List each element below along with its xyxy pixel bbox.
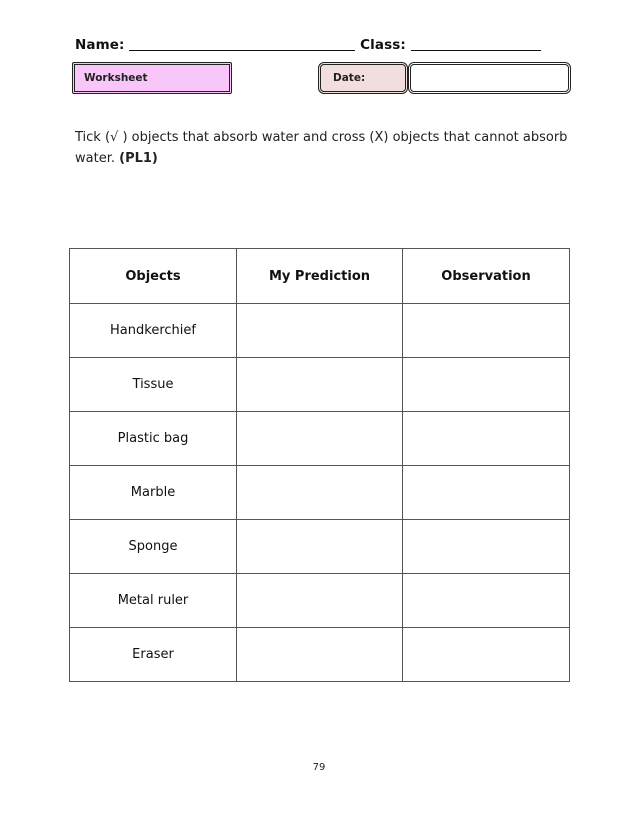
object-cell: Marble [70,466,237,520]
table-row [70,412,570,466]
object-cell: Metal ruler [70,574,237,628]
page-number: 79 [312,762,326,773]
observation-cell[interactable] [403,304,570,358]
prediction-cell[interactable] [237,304,403,358]
table-row [70,358,570,412]
instruction-level: (PL1) [119,151,158,166]
table-row [70,466,570,520]
prediction-cell[interactable] [237,466,403,520]
table-row [70,628,570,682]
observation-cell[interactable] [403,520,570,574]
observation-cell[interactable] [403,466,570,520]
class-field[interactable] [411,36,541,51]
prediction-cell[interactable] [237,628,403,682]
prediction-cell[interactable] [237,574,403,628]
prediction-cell[interactable] [237,358,403,412]
header-objects: Objects [70,249,237,304]
name-field[interactable] [129,36,355,51]
observation-cell[interactable] [403,628,570,682]
observation-cell[interactable] [403,358,570,412]
name-label: Name: [75,37,125,53]
instruction-text: Tick (√ ) objects that absorb water and cross (X) objects that cannot absorb water. [75,130,568,166]
worksheet-box [72,62,232,94]
prediction-cell[interactable] [237,412,403,466]
date-label-box [318,62,408,94]
header-observation: Observation [403,249,570,304]
worksheet-label: Worksheet [84,72,148,84]
object-cell: Sponge [70,520,237,574]
instruction [75,127,575,169]
table-row [70,304,570,358]
object-cell: Handkerchief [70,304,237,358]
table-header-row [70,249,570,304]
observation-cell[interactable] [403,574,570,628]
header-my-prediction: My Prediction [237,249,403,304]
class-label: Class: [360,37,406,53]
object-cell: Tissue [70,358,237,412]
table-row [70,574,570,628]
table-row [70,520,570,574]
header-line [75,36,541,53]
object-cell: Eraser [70,628,237,682]
absorption-table [69,248,570,682]
prediction-cell[interactable] [237,520,403,574]
date-field[interactable] [408,62,571,94]
observation-cell[interactable] [403,412,570,466]
object-cell: Plastic bag [70,412,237,466]
date-label: Date: [333,72,366,84]
